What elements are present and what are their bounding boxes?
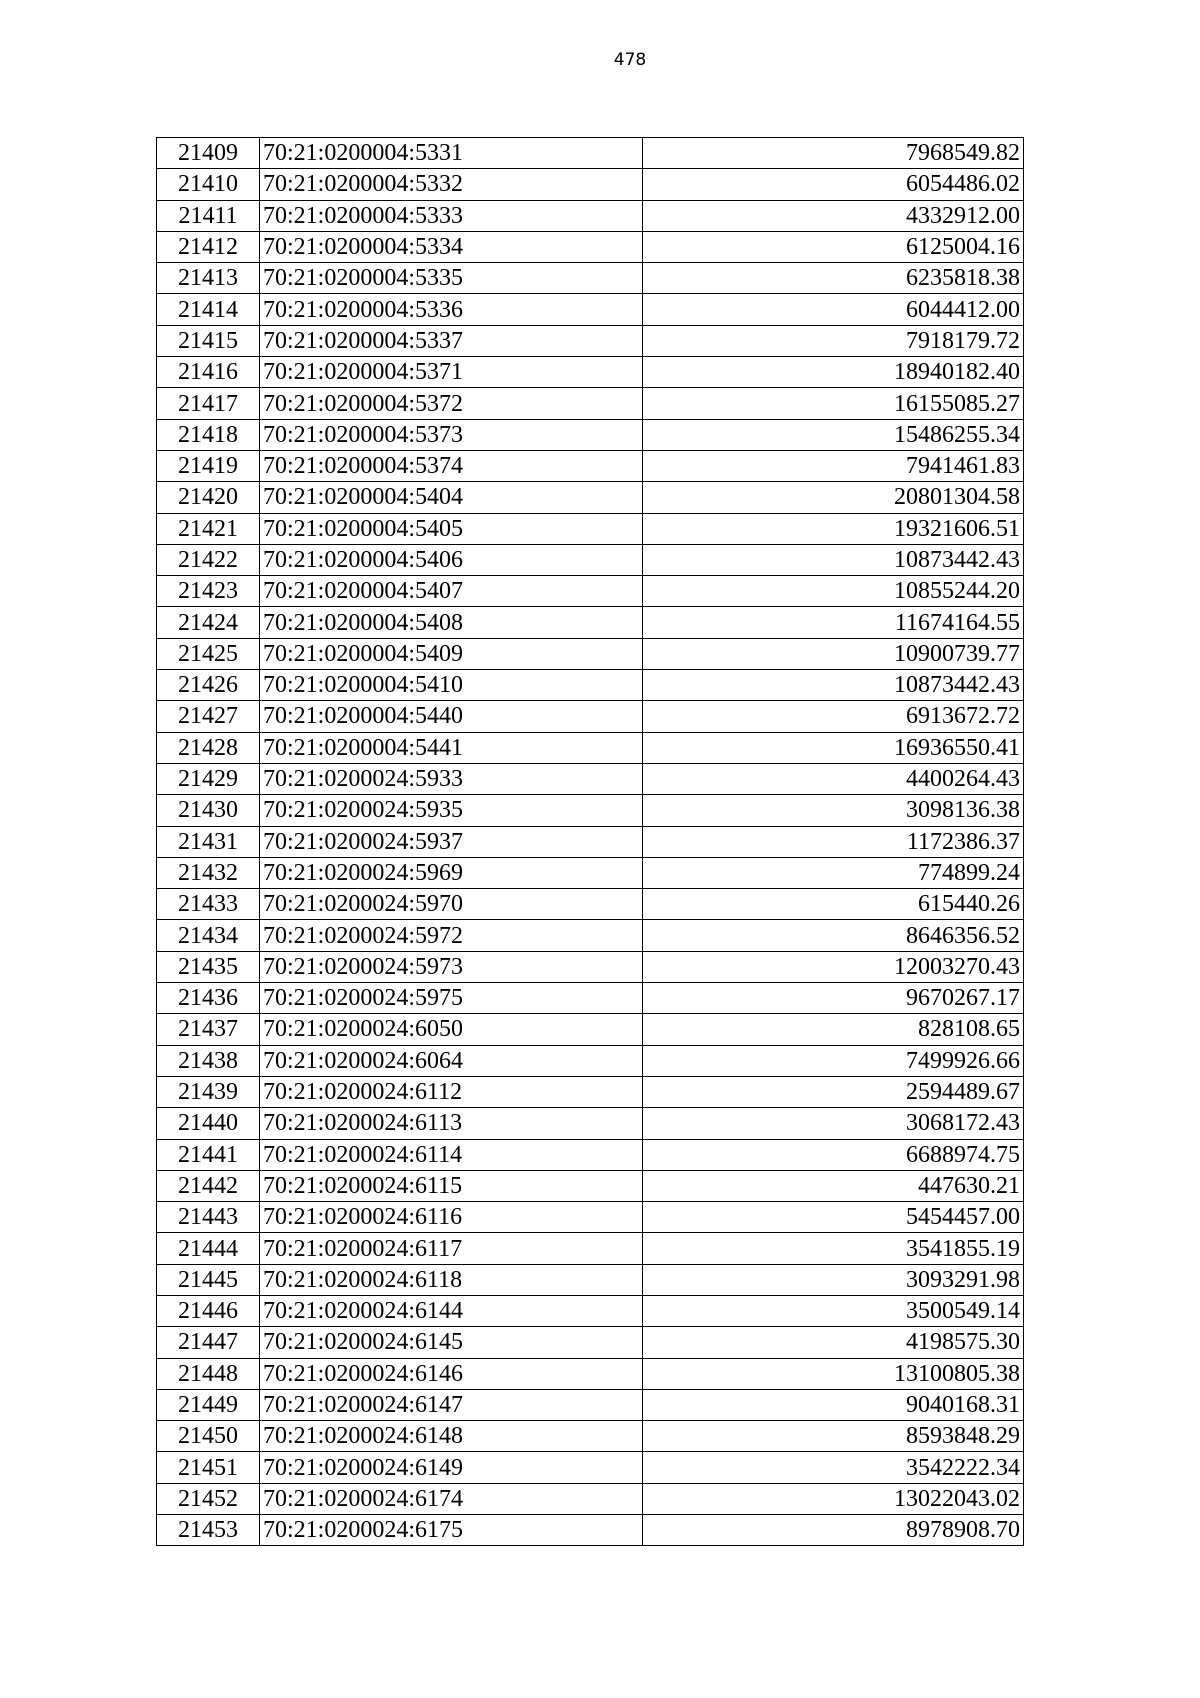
cadastral-number-cell: 70:21:0200004:5407: [260, 576, 643, 607]
table-row: [157, 920, 1024, 951]
row-number-cell: 21444: [157, 1233, 260, 1264]
cadastral-number-cell: 70:21:0200004:5334: [260, 231, 643, 262]
cadastral-value-cell: 3500549.14: [643, 1295, 1024, 1326]
row-number-cell: 21443: [157, 1202, 260, 1233]
table-row: [157, 1233, 1024, 1264]
cadastral-number-cell: 70:21:0200004:5374: [260, 450, 643, 481]
row-number-cell: 21450: [157, 1421, 260, 1452]
row-number-cell: 21431: [157, 826, 260, 857]
cadastral-number-cell: 70:21:0200024:6112: [260, 1076, 643, 1107]
cadastral-value-cell: 8978908.70: [643, 1515, 1024, 1546]
cadastral-number-cell: 70:21:0200004:5335: [260, 263, 643, 294]
cadastral-value-cell: 774899.24: [643, 857, 1024, 888]
table-row: [157, 576, 1024, 607]
page-number: 478: [613, 50, 647, 70]
cadastral-number-cell: 70:21:0200024:6147: [260, 1389, 643, 1420]
table-row: [157, 1483, 1024, 1514]
cadastral-value-cell: 1172386.37: [643, 826, 1024, 857]
cadastral-value-cell: 15486255.34: [643, 419, 1024, 450]
cadastral-number-cell: 70:21:0200024:6144: [260, 1295, 643, 1326]
cadastral-value-cell: 3098136.38: [643, 795, 1024, 826]
row-number-cell: 21439: [157, 1076, 260, 1107]
table-row: [157, 1295, 1024, 1326]
cadastral-value-cell: 16936550.41: [643, 732, 1024, 763]
cadastral-value-cell: 10855244.20: [643, 576, 1024, 607]
cadastral-value-cell: 6054486.02: [643, 169, 1024, 200]
table-row: [157, 1108, 1024, 1139]
cadastral-number-cell: 70:21:0200024:5975: [260, 983, 643, 1014]
row-number-cell: 21442: [157, 1170, 260, 1201]
table-row: [157, 983, 1024, 1014]
cadastral-value-cell: 6125004.16: [643, 231, 1024, 262]
cadastral-number-cell: 70:21:0200024:6117: [260, 1233, 643, 1264]
table-row: [157, 638, 1024, 669]
cadastral-value-cell: 2594489.67: [643, 1076, 1024, 1107]
table-row: [157, 1014, 1024, 1045]
row-number-cell: 21451: [157, 1452, 260, 1483]
cadastral-value-cell: 6044412.00: [643, 294, 1024, 325]
cadastral-value-cell: 9040168.31: [643, 1389, 1024, 1420]
row-number-cell: 21438: [157, 1045, 260, 1076]
cadastral-value-cell: 19321606.51: [643, 513, 1024, 544]
cadastral-value-cell: 8593848.29: [643, 1421, 1024, 1452]
table-row: [157, 1076, 1024, 1107]
cadastral-number-cell: 70:21:0200004:5408: [260, 607, 643, 638]
cadastral-value-cell: 4400264.43: [643, 763, 1024, 794]
table-row: [157, 169, 1024, 200]
cadastral-number-cell: 70:21:0200004:5409: [260, 638, 643, 669]
row-number-cell: 21435: [157, 951, 260, 982]
cadastral-value-cell: 10873442.43: [643, 670, 1024, 701]
row-number-cell: 21422: [157, 544, 260, 575]
table-row: [157, 607, 1024, 638]
cadastral-value-cell: 4198575.30: [643, 1327, 1024, 1358]
row-number-cell: 21437: [157, 1014, 260, 1045]
row-number-cell: 21411: [157, 200, 260, 231]
table-row: [157, 857, 1024, 888]
cadastral-value-cell: 12003270.43: [643, 951, 1024, 982]
table-row: [157, 388, 1024, 419]
table-row: [157, 1170, 1024, 1201]
cadastral-value-cell: 9670267.17: [643, 983, 1024, 1014]
table-row: [157, 1327, 1024, 1358]
table-row: [157, 294, 1024, 325]
cadastral-number-cell: 70:21:0200024:6064: [260, 1045, 643, 1076]
cadastral-number-cell: 70:21:0200024:6115: [260, 1170, 643, 1201]
cadastral-value-cell: 7941461.83: [643, 450, 1024, 481]
table-row: [157, 1515, 1024, 1546]
cadastral-number-cell: 70:21:0200004:5406: [260, 544, 643, 575]
cadastral-value-cell: 4332912.00: [643, 200, 1024, 231]
row-number-cell: 21416: [157, 357, 260, 388]
table-row: [157, 419, 1024, 450]
row-number-cell: 21445: [157, 1264, 260, 1295]
cadastral-value-cell: 6913672.72: [643, 701, 1024, 732]
row-number-cell: 21421: [157, 513, 260, 544]
table-row: [157, 701, 1024, 732]
table-row: [157, 670, 1024, 701]
cadastral-number-cell: 70:21:0200024:5972: [260, 920, 643, 951]
cadastral-value-cell: 8646356.52: [643, 920, 1024, 951]
table-row: [157, 1139, 1024, 1170]
row-number-cell: 21418: [157, 419, 260, 450]
table-row: [157, 1045, 1024, 1076]
cadastral-value-cell: 6235818.38: [643, 263, 1024, 294]
row-number-cell: 21448: [157, 1358, 260, 1389]
cadastral-number-cell: 70:21:0200024:6116: [260, 1202, 643, 1233]
row-number-cell: 21428: [157, 732, 260, 763]
table-row: [157, 763, 1024, 794]
cadastral-number-cell: 70:21:0200024:6146: [260, 1358, 643, 1389]
table-row: [157, 1358, 1024, 1389]
cadastral-value-cell: 10900739.77: [643, 638, 1024, 669]
cadastral-number-cell: 70:21:0200024:6148: [260, 1421, 643, 1452]
cadastral-number-cell: 70:21:0200024:6145: [260, 1327, 643, 1358]
table-row: [157, 325, 1024, 356]
cadastral-value-cell: 13022043.02: [643, 1483, 1024, 1514]
row-number-cell: 21409: [157, 138, 260, 169]
table-row: [157, 482, 1024, 513]
row-number-cell: 21410: [157, 169, 260, 200]
cadastral-number-cell: 70:21:0200004:5371: [260, 357, 643, 388]
cadastral-number-cell: 70:21:0200024:6050: [260, 1014, 643, 1045]
cadastral-value-cell: 20801304.58: [643, 482, 1024, 513]
cadastral-number-cell: 70:21:0200004:5440: [260, 701, 643, 732]
row-number-cell: 21447: [157, 1327, 260, 1358]
cadastral-number-cell: 70:21:0200004:5332: [260, 169, 643, 200]
table-row: [157, 544, 1024, 575]
cadastral-number-cell: 70:21:0200024:6174: [260, 1483, 643, 1514]
cadastral-value-cell: 7499926.66: [643, 1045, 1024, 1076]
table-row: [157, 513, 1024, 544]
cadastral-number-cell: 70:21:0200024:5937: [260, 826, 643, 857]
cadastral-number-cell: 70:21:0200024:6113: [260, 1108, 643, 1139]
cadastral-number-cell: 70:21:0200004:5372: [260, 388, 643, 419]
table-row: [157, 732, 1024, 763]
row-number-cell: 21436: [157, 983, 260, 1014]
cadastral-number-cell: 70:21:0200004:5336: [260, 294, 643, 325]
cadastral-number-cell: 70:21:0200024:6175: [260, 1515, 643, 1546]
row-number-cell: 21453: [157, 1515, 260, 1546]
row-number-cell: 21426: [157, 670, 260, 701]
cadastral-value-cell: 7968549.82: [643, 138, 1024, 169]
row-number-cell: 21427: [157, 701, 260, 732]
row-number-cell: 21446: [157, 1295, 260, 1326]
cadastral-number-cell: 70:21:0200024:6118: [260, 1264, 643, 1295]
cadastral-value-cell: 3542222.34: [643, 1452, 1024, 1483]
cadastral-value-cell: 10873442.43: [643, 544, 1024, 575]
row-number-cell: 21441: [157, 1139, 260, 1170]
cadastral-value-cell: 18940182.40: [643, 357, 1024, 388]
cadastral-number-cell: 70:21:0200004:5373: [260, 419, 643, 450]
cadastral-number-cell: 70:21:0200004:5331: [260, 138, 643, 169]
table-row: [157, 138, 1024, 169]
cadastral-number-cell: 70:21:0200004:5441: [260, 732, 643, 763]
cadastral-number-cell: 70:21:0200024:6114: [260, 1139, 643, 1170]
cadastral-number-cell: 70:21:0200024:5970: [260, 889, 643, 920]
cadastral-value-cell: 3068172.43: [643, 1108, 1024, 1139]
cadastral-number-cell: 70:21:0200004:5410: [260, 670, 643, 701]
row-number-cell: 21417: [157, 388, 260, 419]
table-row: [157, 1452, 1024, 1483]
row-number-cell: 21414: [157, 294, 260, 325]
table-row: [157, 263, 1024, 294]
cadastral-value-table: [156, 137, 1024, 1546]
cadastral-value-cell: 3541855.19: [643, 1233, 1024, 1264]
row-number-cell: 21440: [157, 1108, 260, 1139]
cadastral-value-cell: 13100805.38: [643, 1358, 1024, 1389]
row-number-cell: 21420: [157, 482, 260, 513]
cadastral-number-cell: 70:21:0200024:5973: [260, 951, 643, 982]
table-row: [157, 357, 1024, 388]
table-row: [157, 826, 1024, 857]
cadastral-number-cell: 70:21:0200024:5969: [260, 857, 643, 888]
cadastral-number-cell: 70:21:0200024:6149: [260, 1452, 643, 1483]
row-number-cell: 21424: [157, 607, 260, 638]
table-row: [157, 951, 1024, 982]
table-row: [157, 795, 1024, 826]
cadastral-number-cell: 70:21:0200024:5935: [260, 795, 643, 826]
cadastral-value-cell: 447630.21: [643, 1170, 1024, 1201]
cadastral-number-cell: 70:21:0200024:5933: [260, 763, 643, 794]
table-body: [157, 138, 1024, 1546]
cadastral-value-cell: 828108.65: [643, 1014, 1024, 1045]
row-number-cell: 21419: [157, 450, 260, 481]
cadastral-value-cell: 6688974.75: [643, 1139, 1024, 1170]
table-row: [157, 450, 1024, 481]
row-number-cell: 21434: [157, 920, 260, 951]
cadastral-number-cell: 70:21:0200004:5405: [260, 513, 643, 544]
cadastral-number-cell: 70:21:0200004:5404: [260, 482, 643, 513]
table-row: [157, 200, 1024, 231]
cadastral-value-cell: 5454457.00: [643, 1202, 1024, 1233]
row-number-cell: 21452: [157, 1483, 260, 1514]
table-row: [157, 1202, 1024, 1233]
row-number-cell: 21425: [157, 638, 260, 669]
cadastral-number-cell: 70:21:0200004:5333: [260, 200, 643, 231]
row-number-cell: 21412: [157, 231, 260, 262]
cadastral-value-cell: 16155085.27: [643, 388, 1024, 419]
cadastral-number-cell: 70:21:0200004:5337: [260, 325, 643, 356]
table-row: [157, 1421, 1024, 1452]
cadastral-value-cell: 615440.26: [643, 889, 1024, 920]
table-row: [157, 1264, 1024, 1295]
cadastral-value-cell: 7918179.72: [643, 325, 1024, 356]
row-number-cell: 21430: [157, 795, 260, 826]
row-number-cell: 21432: [157, 857, 260, 888]
row-number-cell: 21433: [157, 889, 260, 920]
row-number-cell: 21415: [157, 325, 260, 356]
table-row: [157, 889, 1024, 920]
row-number-cell: 21413: [157, 263, 260, 294]
row-number-cell: 21449: [157, 1389, 260, 1420]
table-row: [157, 1389, 1024, 1420]
row-number-cell: 21429: [157, 763, 260, 794]
cadastral-value-cell: 3093291.98: [643, 1264, 1024, 1295]
row-number-cell: 21423: [157, 576, 260, 607]
cadastral-value-cell: 11674164.55: [643, 607, 1024, 638]
table-row: [157, 231, 1024, 262]
